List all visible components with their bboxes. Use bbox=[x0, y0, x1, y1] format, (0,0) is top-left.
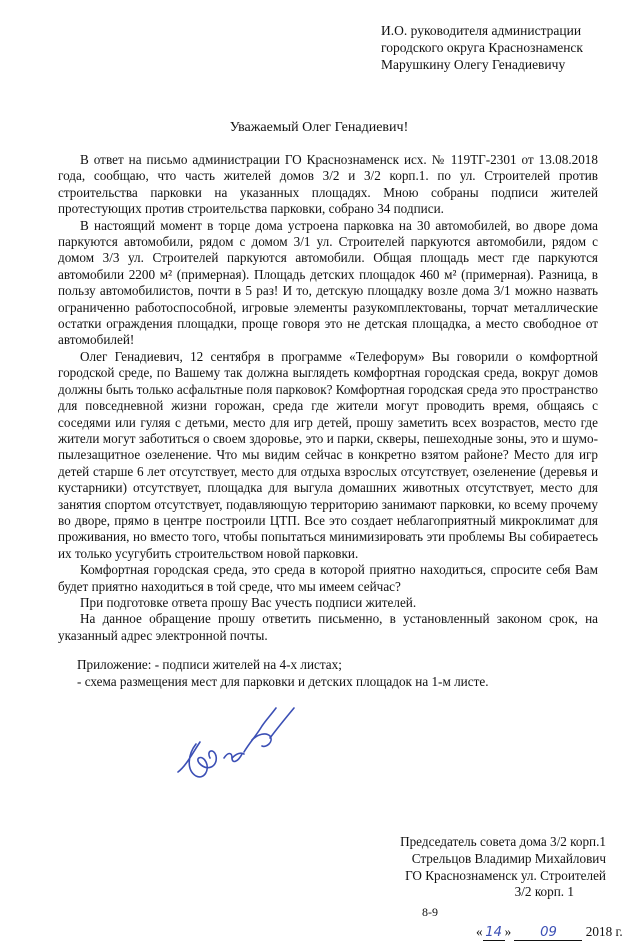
addressee-block bbox=[381, 22, 583, 73]
paragraph: В ответ на письмо администрации ГО Краснознаменск исх. № 119ТГ-2301 от 13.08.2018 года, сообщаю, что часть жителей домов 3/2 и 3/2 корп.1. по ул. Строителей против строительства парковки на указанных площадях. Мною собраны подписи жителей протестующих против строительства парковки, собрано 34 подписи. bbox=[58, 152, 598, 217]
date-line bbox=[476, 924, 623, 941]
addressee-line: И.О. руководителя администрации bbox=[381, 23, 582, 38]
handwritten-signature bbox=[166, 696, 306, 786]
attachments-block bbox=[77, 656, 489, 690]
addressee-line: Марушкину Олегу Генадиевичу bbox=[381, 57, 566, 72]
salutation: Уважаемый Олег Генадиевич! bbox=[229, 120, 409, 135]
paragraph: Комфортная городская среда, это среда в которой приятно находиться, спросите себя Вам будет приятно находиться в той среде, что мы имеем сейчас? bbox=[58, 562, 598, 594]
addressee-line: городского округа Краснознаменск bbox=[381, 40, 583, 55]
paragraph: Олег Генадиевич, 12 сентября в программе «Телефорум» Вы говорили о комфортной городской среде, по Вашему так должна выглядеть комфортная городская среда, вокруг домов должны быть только асфальтные поля парковок? Комфортная городская среда это пространство для повседневной жизни горожан, среда где жители могут проводить время, общаясь с соседями или гуляя с детьми, место для игр детей, прошу заметить всех возрастов, место где жители могут заботиться о своем здоровье, это и парки, скверы, пешеходные зоны, это и шумо-пылезащитное озеленение. Что мы видим сейчас в конкретно взятом районе? Место для игр детей старше 6 лет отсутствует, место для отдыха взрослых отсутствует, озеленение (деревья и кустарники) отсутствует, площадка для выгула домашних животных отсутствует, место для занятия спортом отсутствует, подавляющую территорию занимают парковки, ко всему прочему во дворе, прямо в центре построили ЦТП. Все это создает неблагоприятный микроклимат для проживания, но вместо того, чтобы попытаться минимизировать эти проблемы Вы собираетесь их только усугубить строительством новой парковки. bbox=[58, 348, 598, 561]
sender-line: ГО Краснознаменск ул. Строителей bbox=[405, 867, 606, 883]
sender-block bbox=[306, 834, 606, 901]
page-number: 8-9 bbox=[422, 905, 438, 919]
date-year: 2018 г. bbox=[585, 924, 623, 939]
date-open-quote: « bbox=[476, 924, 483, 939]
date-close-quote: » bbox=[504, 924, 512, 939]
attachment-line: Приложение: - подписи жителей на 4-х листах; bbox=[77, 657, 342, 672]
paragraph: На данное обращение прошу ответить письменно, в установленный законом срок, на указанный адрес электронной почты. bbox=[58, 611, 598, 643]
date-day: 14 bbox=[483, 925, 505, 941]
paragraph: При подготовке ответа прошу Вас учесть подписи жителей. bbox=[80, 594, 417, 610]
attachment-line: - схема размещения мест для парковки и детских площадок на 1-м листе. bbox=[77, 674, 489, 689]
sender-line: Стрельцов Владимир Михайлович bbox=[411, 850, 606, 866]
sender-line: 3/2 корп. 1 bbox=[514, 884, 574, 900]
date-month: 09 bbox=[514, 925, 582, 941]
letter-body bbox=[58, 152, 598, 644]
sender-line: Председатель совета дома 3/2 корп.1 bbox=[400, 834, 606, 849]
paragraph: В настоящий момент в торце дома устроена парковка на 30 автомобилей, во дворе дома паркуются автомобили, рядом с домом 3/1 ул. Строителей паркуются автомобили, рядом с домом 3/3 ул. Строителей паркуются автомобили. Общая площадь мест где паркуются автомобили 2200 м² (примерная). Площадь детских площадок 460 м² (примерная). Разница, в пользу автомобилистов, почти в 5 раз! И то, детскую площадку возле дома 3/1 можно назвать ограниченно работоспособной, игровые элементы разукомплектованы, торчат металлические остатки ограждения площадки, проще говоря это не детская площадка, а место свободное от автомобилей! bbox=[58, 217, 598, 348]
